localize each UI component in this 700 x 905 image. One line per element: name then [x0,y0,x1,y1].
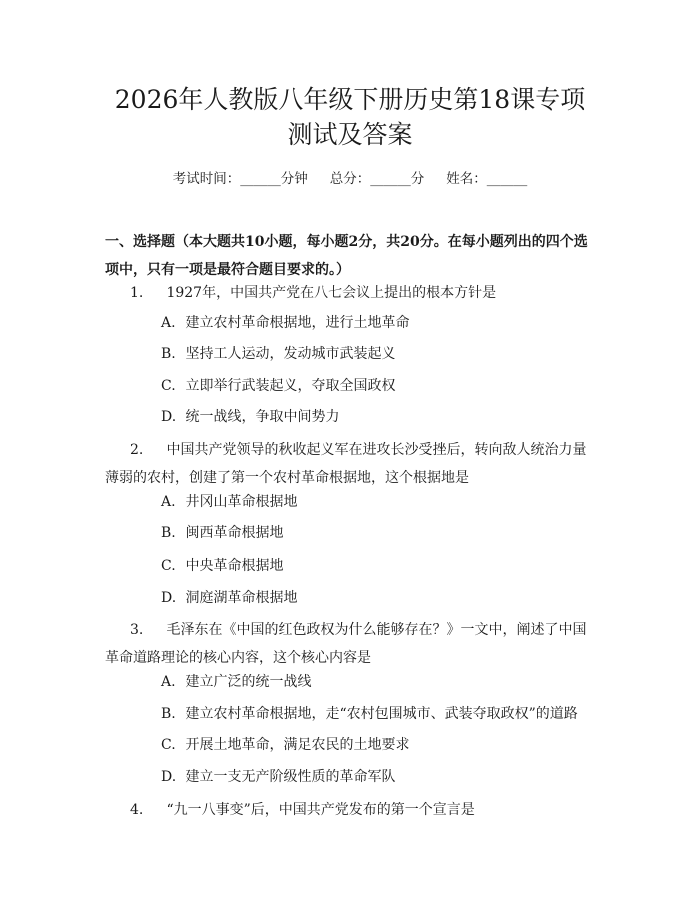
document-title-line1: 2026年人教版八年级下册历史第18课专项 [114,85,586,114]
question-text: “九一八事变”后，中国共产党发布的第一个宣言是 [166,802,475,818]
option-text: 建立农村革命根据地，走“农村包围城市、武装夺取政权”的道路 [185,706,578,722]
option-label: C. [161,737,176,753]
question-3-option-b [161,704,591,724]
option-text: 洞庭湖革命根据地 [185,590,298,606]
question-2-option-b [161,523,591,543]
question-text: 1927年，中国共产党在八七会议上提出的根本方针是 [166,285,497,301]
option-text: 中央革命根据地 [185,558,284,574]
question-number: 4. [130,802,144,818]
option-text: 坚持工人运动，发动城市武装起义 [185,346,396,362]
question-text: 毛泽东在《中国的红色政权为什么能够存在？》一文中，阐述了中国革命道路理论的核心内容，这个核心内容是 [105,622,587,666]
question-number: 2. [130,442,144,458]
question-1 [105,279,595,307]
option-label: C. [161,378,176,394]
document-title-line2: 测试及答案 [287,120,413,149]
question-text: 中国共产党领导的秋收起义军在进攻长沙受挫后，转向敌人统治力量薄弱的农村，创建了第一个农村革命根据地，这个根据地是 [105,442,587,486]
question-1-option-d [161,407,591,427]
option-text: 立即举行武装起义，夺取全国政权 [185,378,396,394]
exam-time: 考试时间：______分钟 [172,171,308,187]
option-text: 建立农村革命根据地，进行土地革命 [185,315,410,331]
option-label: A. [161,674,176,690]
question-1-option-a [161,313,591,333]
question-2 [105,436,595,492]
question-2-option-d [161,588,591,608]
option-label: B. [161,706,176,722]
question-4 [105,796,595,824]
option-label: D. [161,409,177,425]
question-3-option-d [161,767,591,787]
option-label: C. [161,558,176,574]
exam-info [0,167,700,187]
question-2-option-a [161,492,591,512]
question-2-option-c [161,556,591,576]
question-3 [105,616,595,672]
option-label: B. [161,525,176,541]
question-number: 3. [130,622,144,638]
option-label: B. [161,346,176,362]
option-text: 闽西革命根据地 [185,525,284,541]
option-label: A. [161,494,176,510]
question-3-option-a [161,672,591,692]
question-3-option-c [161,735,591,755]
option-text: 建立一支无产阶级性质的革命军队 [185,769,396,785]
section-heading: 一、选择题（本大题共10小题，每小题2分，共20分。在每小题列出的四个选项中，只有一项是最符合题目要求的。） [105,234,588,278]
option-label: A. [161,315,176,331]
option-label: D. [161,590,177,606]
option-text: 井冈山革命根据地 [185,494,298,510]
exam-name: 姓名：______ [446,171,528,187]
question-number: 1. [130,285,144,301]
question-1-option-b [161,344,591,364]
question-1-option-c [161,376,591,396]
option-text: 开展土地革命，满足农民的土地要求 [185,737,410,753]
option-text: 建立广泛的统一战线 [185,674,312,690]
exam-score: 总分：______分 [329,171,425,187]
option-label: D. [161,769,177,785]
option-text: 统一战线，争取中间势力 [185,409,340,425]
